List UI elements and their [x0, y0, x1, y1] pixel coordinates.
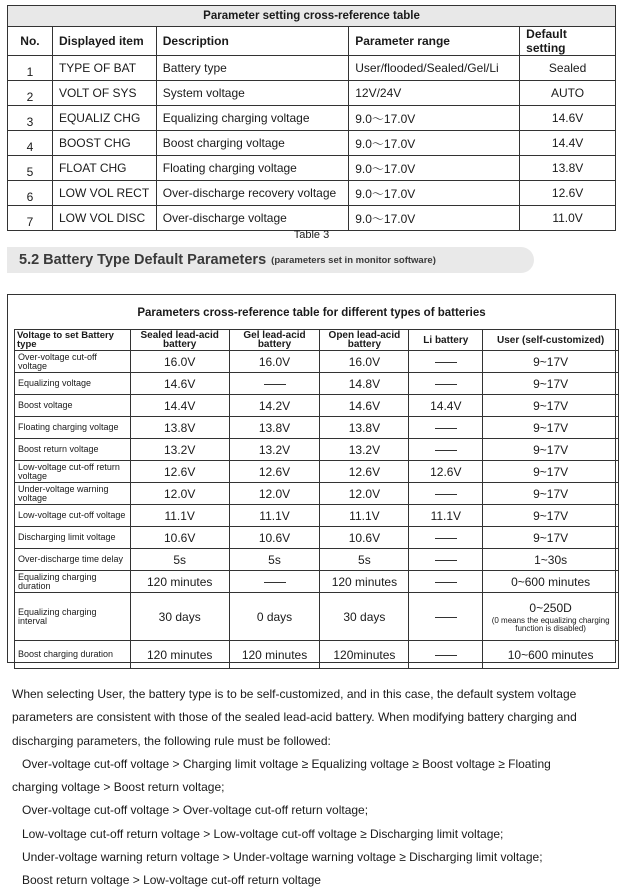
description: Over-discharge recovery voltage [156, 181, 348, 206]
cell-text: 12.6V [430, 464, 462, 479]
parameter-name [15, 439, 131, 461]
cell-text: 9~17V [533, 420, 569, 435]
cell-text: 14.4V [430, 398, 462, 413]
cell-text: 14.4V [164, 398, 196, 413]
gel-value [229, 461, 320, 483]
user-range [483, 571, 619, 593]
cell-text: 0 days [256, 609, 293, 624]
user-range [483, 395, 619, 417]
table-row [15, 483, 619, 505]
table-row [15, 593, 619, 641]
li-value [409, 641, 483, 669]
text-line: When selecting User, the battery type is to be self-customized, and in this case, the default system voltage [12, 687, 577, 701]
column-header: Description [156, 27, 348, 56]
column-header: Default setting [520, 27, 616, 56]
displayed-item: LOW VOL DISC [52, 206, 156, 231]
table-caption: Table 3 [293, 229, 330, 241]
user-range [483, 417, 619, 439]
cell-text: 10.6V [348, 530, 381, 545]
sealed-value [130, 527, 229, 549]
user-range [483, 527, 619, 549]
default-setting: 14.4V [520, 131, 616, 156]
default-setting: 13.8V [520, 156, 616, 181]
cell-text: 1~30s [534, 552, 568, 567]
parameter-range: 9.0～17.0V [349, 106, 520, 131]
section-title: 5.2 Battery Type Default Parameters [19, 252, 267, 268]
cell-text: 14.6V [164, 376, 196, 391]
open-value [320, 483, 409, 505]
cell-text: 11.1V [430, 508, 462, 523]
text-line: discharging parameters, the following rule must be followed: [12, 733, 331, 748]
cell-text: Floating charging voltage [18, 422, 119, 432]
column-header: Gel lead-acid battery [229, 330, 320, 351]
cell-text: 13.8V [258, 420, 291, 435]
open-value [320, 395, 409, 417]
cell-text: 12.0V [258, 486, 291, 501]
default-setting: AUTO [520, 81, 616, 106]
table-row [15, 351, 619, 373]
table-row [8, 81, 616, 106]
sealed-value [130, 417, 229, 439]
gel-value [229, 593, 320, 641]
cell-text: 12.0V [164, 486, 196, 501]
text-line: parameters are consistent with those of the sealed lead-acid battery. When modifying battery charging and [12, 710, 577, 725]
table-row [8, 56, 616, 81]
description: Boost charging voltage [156, 131, 348, 156]
sealed-value [130, 483, 229, 505]
column-header: Displayed item [52, 27, 156, 56]
parameter-name [15, 593, 131, 641]
open-value [320, 641, 409, 669]
cell-text: Boost voltage [18, 400, 73, 410]
cell-text: 13.8V [164, 420, 196, 435]
table-row [15, 571, 619, 593]
table-row [8, 106, 616, 131]
li-value [409, 417, 483, 439]
gel-value [229, 571, 320, 593]
open-value [320, 373, 409, 395]
open-value [320, 505, 409, 527]
sealed-value [130, 439, 229, 461]
row-number: 7 [8, 206, 53, 231]
parameter-range: 9.0～17.0V [349, 206, 520, 231]
cell-text: 14.2V [258, 398, 291, 413]
cell-text: 10.6V [164, 530, 196, 545]
column-header: Open lead-acid battery [320, 330, 409, 351]
parameter-name [15, 571, 131, 593]
gel-value [229, 439, 320, 461]
cell-text: 9~17V [533, 354, 569, 369]
sealed-value [130, 395, 229, 417]
cell-text: 12.6V [258, 464, 291, 479]
dash-mark [435, 582, 457, 583]
column-header: Voltage to set Battery type [15, 330, 131, 351]
gel-value [229, 373, 320, 395]
text-line: Over-voltage cut-off voltage > Charging limit voltage ≥ Equalizing voltage ≥ Boost voltage ≥ Floating [22, 756, 551, 771]
column-header: User (self-customized) [483, 330, 619, 351]
li-value [409, 527, 483, 549]
parameter-name [15, 461, 131, 483]
cell-text: 120minutes [333, 647, 396, 662]
cell-text: Boost return voltage [18, 444, 99, 454]
li-value [409, 395, 483, 417]
text-line: Boost return voltage > Low-voltage cut-off return voltage [22, 873, 321, 888]
open-value [320, 417, 409, 439]
cell-text: 30 days [158, 609, 201, 624]
description: Over-discharge voltage [156, 206, 348, 231]
text-line: charging voltage > Boost return voltage; [12, 780, 225, 795]
table-row [8, 156, 616, 181]
column-header: No. [8, 27, 53, 56]
row-number: 2 [8, 81, 53, 106]
open-value [320, 593, 409, 641]
li-value [409, 439, 483, 461]
column-header: Parameter range [349, 27, 520, 56]
cell-text: 12.0V [348, 486, 381, 501]
table-row [15, 373, 619, 395]
gel-value [229, 417, 320, 439]
cell-text: 16.0V [258, 354, 291, 369]
li-value [409, 571, 483, 593]
li-value [409, 373, 483, 395]
cell-text: Boost charging duration [18, 649, 114, 659]
dash-mark [435, 538, 457, 539]
battery-types-table-frame [7, 294, 616, 663]
sealed-value [130, 593, 229, 641]
user-range [483, 483, 619, 505]
parameter-name [15, 527, 131, 549]
parameter-name [15, 417, 131, 439]
user-range [483, 593, 619, 641]
default-setting: 12.6V [520, 181, 616, 206]
parameter-range: 9.0～17.0V [349, 181, 520, 206]
column-header: Sealed lead-acid battery [130, 330, 229, 351]
cell-text: 9~17V [533, 508, 569, 523]
description: Battery type [156, 56, 348, 81]
section-heading [7, 247, 534, 273]
parameter-name [15, 351, 131, 373]
li-value [409, 505, 483, 527]
cell-text: 120 minutes [147, 574, 213, 589]
rules-paragraph [12, 683, 612, 893]
cell-text: Low-voltage cut-off return voltage [18, 461, 120, 481]
li-value [409, 461, 483, 483]
sealed-value [130, 461, 229, 483]
cell-text: 120 minutes [147, 647, 213, 662]
gel-value [229, 549, 320, 571]
table-row [8, 131, 616, 156]
cell-text: Equalizing voltage [18, 378, 92, 388]
gel-value [229, 527, 320, 549]
table-row [15, 505, 619, 527]
sealed-value [130, 549, 229, 571]
cell-text: Low-voltage cut-off voltage [18, 510, 126, 520]
displayed-item: FLOAT CHG [52, 156, 156, 181]
user-range [483, 439, 619, 461]
open-value [320, 439, 409, 461]
sealed-value [130, 641, 229, 669]
gel-value [229, 483, 320, 505]
cell-text: 0~600 minutes [511, 574, 591, 589]
default-setting: Sealed [520, 56, 616, 81]
cell-text: 11.1V [349, 508, 380, 523]
parameter-name [15, 483, 131, 505]
parameter-name [15, 395, 131, 417]
cell-text: Over-voltage cut-off voltage [18, 351, 97, 371]
parameter-name [15, 505, 131, 527]
cell-text: 0~250D [529, 600, 572, 615]
user-range [483, 461, 619, 483]
cell-text: 14.6V [348, 398, 381, 413]
user-range [483, 505, 619, 527]
cell-text: 10.6V [258, 530, 291, 545]
dash-mark [435, 494, 457, 495]
row-number: 1 [8, 56, 53, 81]
cell-text: 9~17V [533, 464, 569, 479]
table-title: Parameter setting cross-reference table [8, 6, 616, 27]
displayed-item: TYPE OF BAT [52, 56, 156, 81]
open-value [320, 527, 409, 549]
open-value [320, 571, 409, 593]
row-number: 6 [8, 181, 53, 206]
open-value [320, 461, 409, 483]
sealed-value [130, 351, 229, 373]
cell-text: 10~600 minutes [507, 647, 594, 662]
cell-text: Over-discharge time delay [18, 554, 124, 564]
dash-mark [435, 450, 457, 451]
user-range [483, 549, 619, 571]
row-number: 3 [8, 106, 53, 131]
dash-mark [435, 384, 457, 385]
gel-value [229, 351, 320, 373]
table-row [15, 395, 619, 417]
cell-text: 9~17V [533, 376, 569, 391]
li-value [409, 483, 483, 505]
displayed-item: EQUALIZ CHG [52, 106, 156, 131]
cell-text: Equalizing charging duration [18, 571, 97, 591]
cell-text: 5s [173, 552, 187, 567]
dash-mark [264, 384, 286, 385]
parameter-setting-table [7, 5, 616, 231]
table-row [15, 439, 619, 461]
cell-text: 13.8V [348, 420, 381, 435]
cell-text: 120 minutes [331, 574, 398, 589]
displayed-item: VOLT OF SYS [52, 81, 156, 106]
cell-text: Under-voltage warning voltage [18, 483, 109, 503]
description: System voltage [156, 81, 348, 106]
row-number: 4 [8, 131, 53, 156]
dash-mark [435, 617, 457, 618]
parameter-name [15, 373, 131, 395]
cell-text: 11.1V [259, 508, 290, 523]
parameter-range: 9.0～17.0V [349, 156, 520, 181]
column-header: Li battery [409, 330, 483, 351]
cell-text: 12.6V [164, 464, 196, 479]
cell-text: 120 minutes [241, 647, 308, 662]
cell-text: 5s [268, 552, 281, 567]
text-line: Low-voltage cut-off return voltage > Low-voltage cut-off voltage ≥ Discharging limit voltage; [22, 826, 504, 841]
table-row [15, 417, 619, 439]
sealed-value [130, 571, 229, 593]
cell-text: 30 days [343, 609, 386, 624]
user-range [483, 641, 619, 669]
parameter-name [15, 549, 131, 571]
description: Floating charging voltage [156, 156, 348, 181]
sealed-value [130, 505, 229, 527]
user-range [483, 373, 619, 395]
cell-text: 13.2V [164, 442, 196, 457]
text-line: Over-voltage cut-off voltage > Over-voltage cut-off return voltage; [22, 803, 369, 818]
gel-value [229, 641, 320, 669]
cell-text: 5s [358, 552, 371, 567]
parameter-name [15, 641, 131, 669]
dash-mark [435, 655, 457, 656]
cell-text: Discharging limit voltage [18, 532, 116, 542]
displayed-item: LOW VOL RECT [52, 181, 156, 206]
cell-text: 14.8V [348, 376, 381, 391]
table-row [8, 181, 616, 206]
dash-mark [435, 362, 457, 363]
user-range [483, 351, 619, 373]
li-value [409, 549, 483, 571]
cell-text: 16.0V [164, 354, 196, 369]
default-setting: 14.6V [520, 106, 616, 131]
displayed-item: BOOST CHG [52, 131, 156, 156]
parameter-range: User/flooded/Sealed/Gel/Li [349, 56, 520, 81]
li-value [409, 351, 483, 373]
section-subtitle: (parameters set in monitor software) [271, 254, 436, 266]
gel-value [229, 395, 320, 417]
battery-types-table [14, 329, 619, 669]
description: Equalizing charging voltage [156, 106, 348, 131]
cell-text: 11.1V [164, 508, 195, 523]
cell-text: 9~17V [533, 530, 569, 545]
open-value [320, 351, 409, 373]
cell-text: 13.2V [258, 442, 291, 457]
table-row [8, 206, 616, 231]
table-title: Parameters cross-reference table for different types of batteries [137, 307, 486, 319]
row-number: 5 [8, 156, 53, 181]
table-row [15, 549, 619, 571]
dash-mark [435, 428, 457, 429]
cell-text: 9~17V [533, 486, 569, 501]
cell-text: 16.0V [348, 354, 381, 369]
cell-text: 9~17V [533, 398, 569, 413]
cell-text: Equalizing charging interval [18, 606, 97, 626]
dash-mark [435, 560, 457, 561]
table-row [15, 461, 619, 483]
parameter-range: 9.0～17.0V [349, 131, 520, 156]
cell-text: 13.2V [348, 442, 381, 457]
sealed-value [130, 373, 229, 395]
cell-text: 9~17V [533, 442, 569, 457]
parameter-range: 12V/24V [349, 81, 520, 106]
table-row [15, 641, 619, 669]
text-line: Under-voltage warning return voltage > Under-voltage warning voltage ≥ Discharging limit voltage; [22, 850, 543, 865]
cell-text: 12.6V [348, 464, 381, 479]
open-value [320, 549, 409, 571]
table-row [15, 527, 619, 549]
dash-mark [264, 582, 286, 583]
interval-note: (0 means the equalizing charging function is disabled) [491, 615, 610, 633]
li-value [409, 593, 483, 641]
gel-value [229, 505, 320, 527]
default-setting: 11.0V [520, 206, 616, 231]
